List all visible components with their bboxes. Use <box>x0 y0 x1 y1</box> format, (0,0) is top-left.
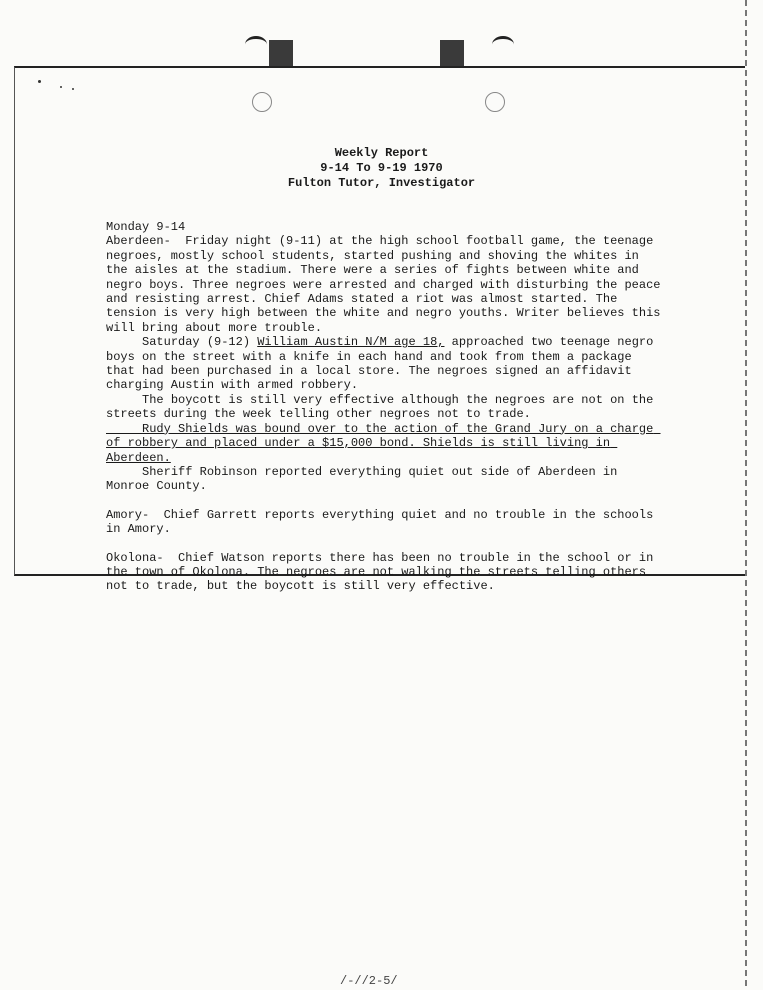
paragraph-amory: Amory- Chief Garrett reports everything quiet and no trouble in the schools in Amory. <box>106 507 661 537</box>
scan-speck <box>38 80 41 83</box>
paragraph-shields: Rudy Shields was bound over to the action of the Grand Jury on a charge of robbery and placed under a $15,000 bond. Shields is still living in Aberdeen. <box>106 421 661 465</box>
report-investigator: Fulton Tutor, Investigator <box>287 176 476 190</box>
scan-speck <box>60 86 62 88</box>
austin-name: William Austin N/M age 18, <box>257 335 445 350</box>
austin-details: approached two teenage negro boys on the street with a knife in each hand and took from them a package that had been purchased in a local store. The negroes signed an affidavit charging Austin with armed robbery. <box>106 335 661 393</box>
report-header <box>0 146 763 191</box>
report-body <box>106 220 666 594</box>
austin-intro: Saturday (9-12) <box>106 335 258 350</box>
punch-hole-left <box>252 92 272 112</box>
binder-tab-right <box>440 36 480 66</box>
report-day: Monday 9-14 <box>106 220 186 234</box>
paragraph-okolona: Okolona- Chief Watson reports there has been no trouble in the school or in the town of Okolona. The negroes are not walking the streets telling others not to trade, but the boycott is still very effective. <box>106 550 661 594</box>
report-title: Weekly Report <box>334 146 429 160</box>
binder-tab-left <box>243 36 283 66</box>
report-dates: 9-14 To 9-19 1970 <box>320 161 443 175</box>
footer-file-mark: /-//2-5/ <box>340 974 398 988</box>
punch-hole-right <box>485 92 505 112</box>
paragraph-austin <box>106 335 666 393</box>
paragraph-aberdeen: Aberdeen- Friday night (9-11) at the high school football game, the teenage negroes, mostly school students, started pushing and shoving the whites in the aisles at the stadium. There were a series of fights between white and negro boys. Three negroes were arrested and charged with disturbing the peace and resisting arrest. Chief Adams stated a riot was almost started. The tension is very high between the white and negro youths. Writer believes this will bring about more trouble. <box>106 234 668 335</box>
paragraph-boycott: The boycott is still very effective although the negroes are not on the streets during the week telling other negroes not to trade. <box>106 392 661 422</box>
paragraph-sheriff: Sheriff Robinson reported everything quiet out side of Aberdeen in Monroe County. <box>106 464 625 494</box>
scan-speck <box>72 88 74 90</box>
